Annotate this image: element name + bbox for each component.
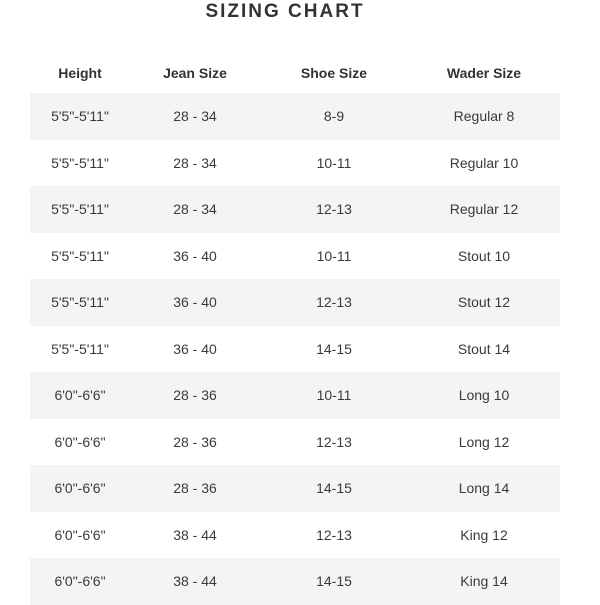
cell-height: 5'5"-5'11"	[51, 108, 109, 125]
cell-jean-size: 28 - 34	[173, 201, 217, 218]
cell-shoe-size: 12-13	[316, 526, 352, 543]
cell-jean-size: 36 - 40	[173, 294, 217, 311]
header-shoe-size: Shoe Size	[300, 65, 368, 81]
cell-shoe-size: 8-9	[323, 108, 345, 125]
cell-height: 6'0"-6'6"	[54, 480, 106, 497]
cell-wader-size: Stout 12	[457, 294, 511, 311]
table-row	[30, 465, 560, 512]
table-header-row	[30, 53, 560, 93]
table-row	[30, 279, 560, 326]
cell-shoe-size: 10-11	[316, 247, 352, 264]
cell-jean-size: 28 - 34	[173, 108, 217, 125]
cell-height: 6'0"-6'6"	[54, 526, 106, 543]
cell-height: 6'0"-6'6"	[54, 433, 106, 450]
cell-height: 5'5"-5'11"	[51, 340, 109, 357]
cell-shoe-size: 10-11	[316, 387, 352, 404]
cell-jean-size: 36 - 40	[173, 247, 217, 264]
table-row	[30, 512, 560, 559]
cell-height: 6'0"-6'6"	[54, 387, 106, 404]
cell-height: 5'5"-5'11"	[51, 201, 109, 218]
cell-jean-size: 28 - 36	[173, 387, 217, 404]
cell-height: 5'5"-5'11"	[51, 247, 109, 264]
cell-height: 5'5"-5'11"	[51, 154, 109, 171]
cell-wader-size: Regular 10	[449, 154, 519, 171]
table-row	[30, 186, 560, 233]
table-row	[30, 419, 560, 466]
table-row	[30, 93, 560, 140]
cell-shoe-size: 14-15	[316, 573, 352, 590]
cell-wader-size: Regular 8	[453, 108, 515, 125]
header-jean-size: Jean Size	[163, 65, 227, 81]
cell-wader-size: King 14	[460, 573, 508, 590]
cell-jean-size: 28 - 36	[173, 480, 217, 497]
cell-wader-size: King 12	[460, 526, 508, 543]
cell-wader-size: Regular 12	[449, 201, 519, 218]
cell-wader-size: Long 12	[458, 433, 510, 450]
table-row	[30, 558, 560, 605]
cell-wader-size: Stout 14	[457, 340, 511, 357]
cell-shoe-size: 12-13	[316, 201, 352, 218]
cell-height: 5'5"-5'11"	[51, 294, 109, 311]
sizing-table	[30, 53, 560, 605]
table-row	[30, 140, 560, 187]
cell-shoe-size: 12-13	[316, 433, 352, 450]
cell-jean-size: 28 - 34	[173, 154, 217, 171]
cell-wader-size: Stout 10	[457, 247, 511, 264]
cell-shoe-size: 12-13	[316, 294, 352, 311]
cell-jean-size: 38 - 44	[173, 573, 217, 590]
cell-shoe-size: 14-15	[316, 480, 352, 497]
table-row	[30, 326, 560, 373]
cell-wader-size: Long 10	[458, 387, 510, 404]
header-height: Height	[58, 65, 102, 81]
cell-jean-size: 38 - 44	[173, 526, 217, 543]
cell-height: 6'0"-6'6"	[54, 573, 106, 590]
header-wader-size: Wader Size	[446, 65, 522, 81]
cell-shoe-size: 14-15	[316, 340, 352, 357]
page-title: SIZING CHART	[205, 1, 365, 22]
table-row	[30, 372, 560, 419]
table-row	[30, 233, 560, 280]
cell-jean-size: 36 - 40	[173, 340, 217, 357]
cell-shoe-size: 10-11	[316, 154, 352, 171]
cell-wader-size: Long 14	[458, 480, 510, 497]
cell-jean-size: 28 - 36	[173, 433, 217, 450]
